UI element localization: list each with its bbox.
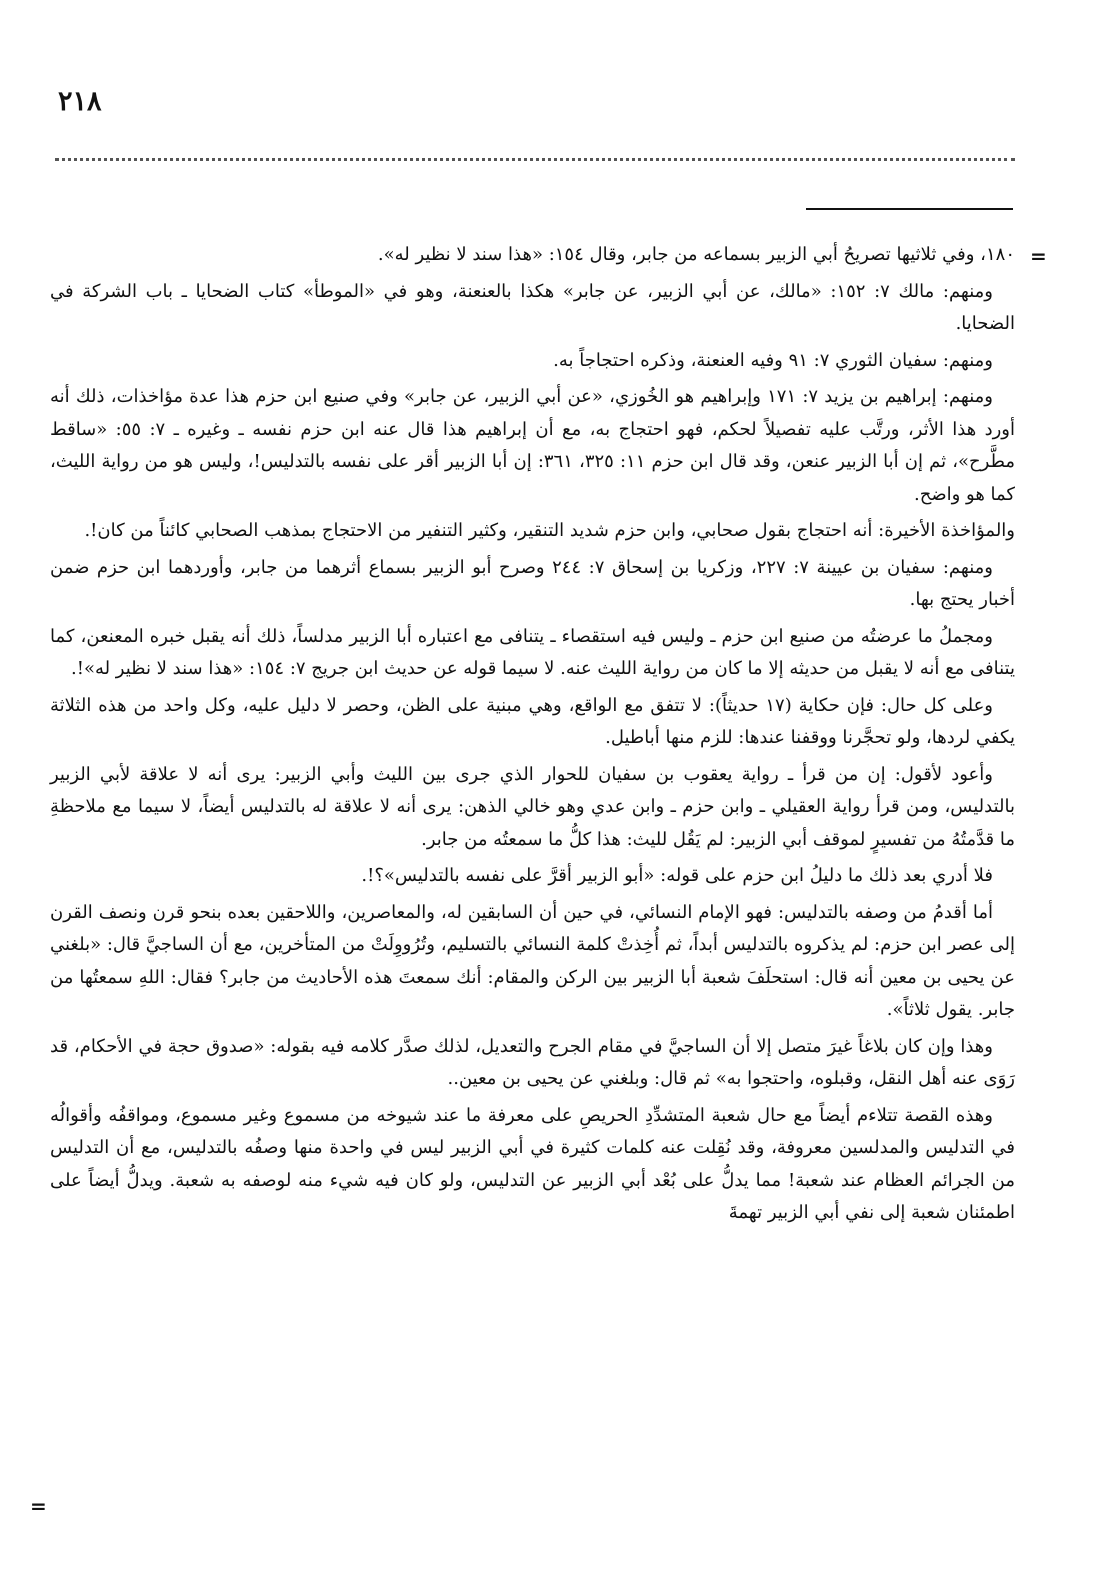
paragraph: ومنهم: إبراهيم بن يزيد ٧: ١٧١ وإبراهيم هو الخُوزي، «عن أبي الزبير، عن جابر» وفي صنيع ابن حزم هذا عدة مؤاخذات، ذلك أنه أورد هذا الأثر، ورتَّب عليه تفصيلاً لحكم، فهو احتجاج به، مع أن إبراهيم هذا قال عنه ابن حزم نفسه ـ وغيره ـ ٧: ٥٥: «ساقط مطَّرح»، ثم إن أبا الزبير عنعن، وقد قال ابن حزم ١١: ٣٢٥، ٣٦١: إن أبا الزبير أقر على نفسه بالتدليس!، وليس هو من رواية الليث، كما هو واضح. (50, 386, 1016, 505)
end-continuation-mark: = (30, 1494, 47, 1518)
paragraph: وهذا وإن كان بلاغاً غيرَ متصل إلا أن الساجيَّ في مقام الجرح والتعديل، لذلك صدَّر كلامه فيه بقوله: «صدوق حجة في الأحكام، قد رَوَى عنه أهل النقل، وقبلوه، واحتجوا به» ثم قال: وبلغني عن يحيى بن معين.. (50, 1035, 1015, 1089)
header-dotted-rule (55, 158, 1015, 161)
paragraph: وعلى كل حال: فإن حكاية (١٧ حديثاً): لا تتفق مع الواقع، وهي مبنية على الظن، وحصر لا دليل عليه، وكل واحد من هذه الثلاثة يكفي لردها، ولو تحجَّرنا ووقفنا عندها: للزم منها أباطيل. (50, 694, 1015, 748)
paragraph: ومنهم: سفيان بن عيينة ٧: ٢٢٧، وزكريا بن إسحاق ٧: ٢٤٤ وصرح أبو الزبير بسماع أثرهما من جابر، وأوردهما ابن حزم ضمن أخبار يحتج بها. (50, 556, 1015, 610)
paragraph: أما أقدمُ من وصفه بالتدليس: فهو الإمام النسائي، في حين أن السابقين له، والمعاصرين، واللاحقين بعده بنحو قرن ونصف القرن إلى عصر ابن حزم: لم يذكروه بالتدليس أبداً، ثم أُخِذتْ كلمة النسائي بالتسليم، وتُرُووِلَتْ من المتأخرين، مع أن الساجيَّ قال: «بلغني عن يحيى بن معين أنه قال: استحلَفَ شعبة أبا الزبير بين الركن والمقام: أنك سمعتَ هذه الأحاديث من جابر؟ فقال: اللهِ سمعتُها من جابر. يقول ثلاثاً». (50, 901, 1015, 1020)
paragraph: ومنهم: سفيان الثوري ٧: ٩١ وفيه العنعنة، وذكره احتجاجاً به. (553, 349, 993, 371)
footnote-text-body (50, 239, 1015, 1234)
paragraph: فلا أدري بعد ذلك ما دليلُ ابن حزم على قوله: «أبو الزبير أقرَّ على نفسه بالتدليس»؟!. (361, 865, 993, 886)
continuation-mark: = (1030, 244, 1047, 268)
page-number: ٢١٨ (58, 86, 102, 117)
paragraph: ١٨٠، وفي ثلاثيها تصريحُ أبي الزبير بسماعه من جابر، وقال ١٥٤: «هذا سند لا نظير له». (377, 244, 1015, 265)
paragraph: ومنهم: مالك ٧: ١٥٢: «مالك، عن أبي الزبير، عن جابر» هكذا بالعنعنة، وهو في «الموطأ» كتاب الضحايا ـ باب الشركة في الضحايا. (50, 280, 1015, 334)
paragraph: ومجملُ ما عرضتُه من صنيع ابن حزم ـ وليس فيه استقصاء ـ يتنافى مع اعتباره أبا الزبير مدلساً، ذلك أنه يقبل خبره المعنعن، كما يتنافى مع أنه لا يقبل من حديثه إلا ما كان من رواية الليث عنه. لا سيما قوله عن حديث ابن جريج ٧: ١٥٤: «هذا سند لا نظير له»!. (50, 625, 1015, 679)
paragraph: والمؤاخذة الأخيرة: أنه احتجاج بقول صحابي، وابن حزم شديد التنقير، وكثير التنفير من الاحتجاج بمذهب الصحابي كائناً من كان!. (84, 520, 1015, 541)
footnote-separator-rule (806, 208, 1013, 210)
paragraph: وهذه القصة تتلاءم أيضاً مع حال شعبة المتشدِّدِ الحريصِ على معرفة ما عند شيوخه من مسموع وغير مسموع، ومواقفُه وأقوالُه في التدليس والمدلسين معروفة، وقد نُقِلت عنه كلمات كثيرة في أبي الزبير ليس في واحدة منها وصفُه بالتدليس، مع أن التدليس من الجرائم العظام عند شعبة! مما يدلُّ على بُعْد أبي الزبير عن التدليس، ولو كان فيه شيء منه لوصفه به شعبة. ويدلُّ أيضاً على اطمئنان شعبة إلى نفي أبي الزبير تهمةَ (50, 1104, 1015, 1223)
paragraph: وأعود لأقول: إن من قرأ ـ رواية يعقوب بن سفيان للحوار الذي جرى بين الليث وأبي الزبير: يرى أنه لا علاقة لأبي الزبير بالتدليس، ومن قرأ رواية العقيلي ـ وابن حزم ـ وابن عدي وهو خالي الذهن: يرى أنه لا علاقة له بالتدليس أيضاً، لا سيما مع ملاحظةِ ما قدَّمتُهُ من تفسيرٍ لموقف أبي الزبير: لم يَقُل لليث: هذا كلُّ ما سمعتُه من جابر. (50, 763, 1015, 850)
